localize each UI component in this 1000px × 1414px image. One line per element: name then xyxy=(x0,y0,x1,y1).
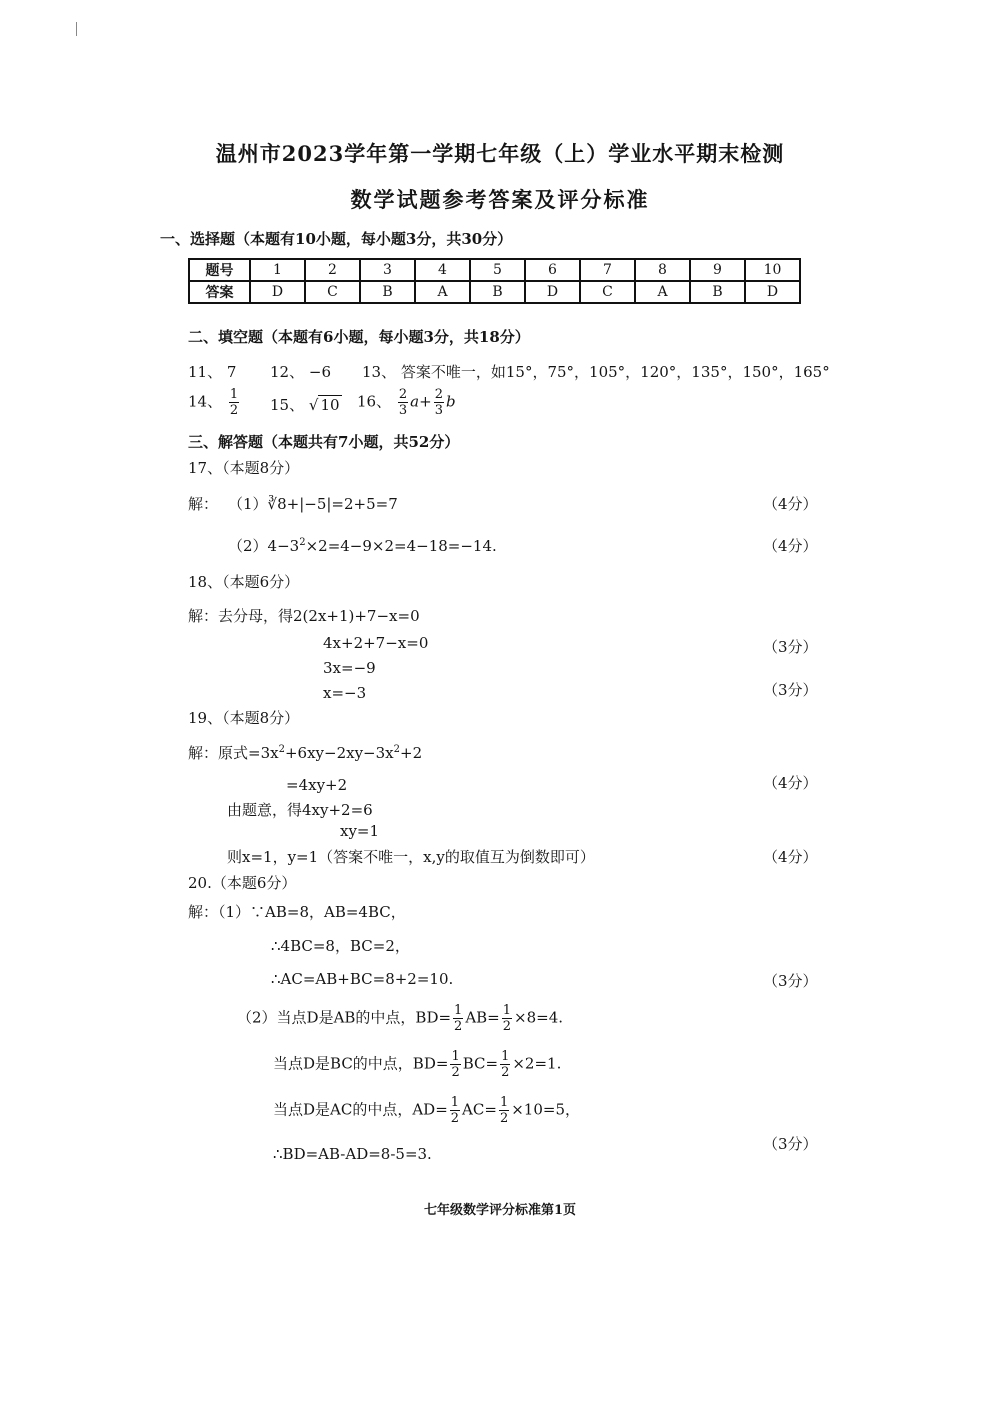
q20-line5 xyxy=(273,1050,561,1079)
q19-line4: xy=1 xyxy=(340,822,380,840)
q18-score4: （3分） xyxy=(763,681,818,699)
q16-denominator-2: 3 xyxy=(434,403,443,418)
page-title: 温州市2023学年第一学期七年级（上）学业水平期末检测 xyxy=(215,141,785,166)
q20-label: 20.（本题6分） xyxy=(188,874,297,892)
fill-q14 xyxy=(188,388,241,417)
q16-numerator-1: 2 xyxy=(398,387,408,402)
q12-label: 12、 xyxy=(270,363,305,381)
q15-label: 15、 xyxy=(270,396,305,414)
table-cell: 6 xyxy=(525,259,580,281)
table-cell: 4 xyxy=(415,259,470,281)
half-denominator: 2 xyxy=(451,1065,460,1080)
q16-fraction-2 xyxy=(434,388,444,417)
table-cell: 7 xyxy=(580,259,635,281)
q20-line1: 解：（1）∵AB=8，AB=4BC， xyxy=(188,903,406,921)
table-cell: 5 xyxy=(470,259,525,281)
section3-heading: 三、解答题（本题共有7小题，共52分） xyxy=(188,433,460,451)
table-cell: 10 xyxy=(745,259,800,281)
q20-line3: ∴AC=AB+BC=8+2=10. xyxy=(271,970,454,988)
half-numerator: 1 xyxy=(501,1049,510,1064)
half-fraction xyxy=(500,1050,510,1079)
row-label-number: 题号 xyxy=(189,259,250,281)
q19-line1-exponent-2: 2 xyxy=(393,744,400,755)
q17-score1: （4分） xyxy=(763,495,818,513)
q13-value: 答案不唯一，如15°，75°，105°，120°，135°，150°，165° xyxy=(400,363,830,381)
q19-line1 xyxy=(188,742,422,763)
q19-line1-mid: +6xy−2xy−3x xyxy=(284,744,394,762)
q18-line3: 3x=−9 xyxy=(323,659,376,677)
q20-line5-mid: BC= xyxy=(462,1054,499,1073)
half-fraction xyxy=(450,1050,460,1079)
q20-line7: ∴BD=AB-AD=8-5=3. xyxy=(273,1145,432,1163)
q19-line2: =4xy+2 xyxy=(286,776,348,794)
table-cell: D xyxy=(525,281,580,303)
fill-q12 xyxy=(270,361,331,382)
q17-part1: （1）∛8+|−5|=2+5=7 xyxy=(228,495,398,513)
q20-line4-mid: AB= xyxy=(465,1008,500,1027)
q11-label: 11、 xyxy=(188,363,223,381)
row-label-answer: 答案 xyxy=(189,281,250,303)
table-cell: C xyxy=(305,281,360,303)
half-numerator: 1 xyxy=(451,1049,460,1064)
q20-line6-pre: 当点D是AC的中点，AD= xyxy=(273,1100,448,1119)
page-subtitle: 数学试题参考答案及评分标准 xyxy=(350,187,650,212)
table-cell: 2 xyxy=(305,259,360,281)
table-row-numbers xyxy=(189,259,800,281)
q17-label: 17、（本题8分） xyxy=(188,459,300,477)
q16-var-a: a xyxy=(410,392,420,411)
q15-radicand: 10 xyxy=(320,396,340,414)
q20-line6-post: ×10=5， xyxy=(511,1100,580,1119)
q20-line4 xyxy=(237,1004,563,1033)
half-fraction xyxy=(453,1004,463,1033)
table-cell: C xyxy=(580,281,635,303)
q12-value: −6 xyxy=(308,363,331,381)
q17-part2-exponent: 2 xyxy=(299,537,306,548)
q19-line1-pre: 解：原式=3x xyxy=(188,744,279,762)
q16-var-b: b xyxy=(445,392,456,411)
q20-line6 xyxy=(273,1096,580,1125)
table-cell: A xyxy=(635,281,690,303)
q17-part2-post: ×2=4−9×2=4−18=−14. xyxy=(305,537,497,555)
q14-denominator: 2 xyxy=(229,403,239,418)
table-cell: 8 xyxy=(635,259,690,281)
fill-q13 xyxy=(362,361,830,382)
q13-label: 13、 xyxy=(362,363,397,381)
q18-line4: x=−3 xyxy=(323,684,367,702)
q18-line2: 4x+2+7−x=0 xyxy=(323,634,429,652)
half-numerator: 1 xyxy=(502,1003,512,1018)
q17-score2: （4分） xyxy=(763,537,818,555)
table-cell: B xyxy=(360,281,415,303)
q11-value: 7 xyxy=(226,363,237,381)
q20-line6-mid: AC= xyxy=(462,1100,497,1119)
q20-line2: ∴4BC=8，BC=2， xyxy=(271,937,410,955)
q17-part2 xyxy=(228,535,497,556)
q19-line5: 则x=1，y=1（答案不唯一，x,y的取值互为倒数即可） xyxy=(227,848,595,866)
q19-line1-exponent-1: 2 xyxy=(278,744,285,755)
q17-part2-pre: （2）4−3 xyxy=(228,537,300,555)
half-numerator: 1 xyxy=(499,1095,509,1110)
section1-heading: 一、选择题（本题有10小题，每小题3分，共30分） xyxy=(160,230,513,248)
q19-score2: （4分） xyxy=(763,774,818,792)
q16-plus: + xyxy=(419,392,432,411)
q20-score7: （3分） xyxy=(763,1135,818,1153)
q14-fraction xyxy=(229,388,239,417)
half-fraction xyxy=(499,1096,509,1125)
q20-line5-pre: 当点D是BC的中点，BD= xyxy=(273,1054,449,1073)
q19-label: 19、（本题8分） xyxy=(188,709,300,727)
choice-answer-table xyxy=(188,258,801,304)
table-row-answers xyxy=(189,281,800,303)
q18-line1: 解：去分母，得2(2x+1)+7−x=0 xyxy=(188,607,420,625)
half-denominator: 2 xyxy=(450,1111,460,1126)
fill-q15 xyxy=(270,394,342,415)
q20-line4-post: ×8=4. xyxy=(514,1008,564,1027)
half-denominator: 2 xyxy=(454,1019,463,1034)
fill-q16 xyxy=(357,388,456,417)
q14-numerator: 1 xyxy=(229,387,239,402)
table-cell: D xyxy=(250,281,305,303)
half-fraction xyxy=(450,1096,460,1125)
q15-root-symbol: √ xyxy=(308,396,319,414)
page-footer: 七年级数学评分标准第1页 xyxy=(423,1203,577,1218)
half-denominator: 2 xyxy=(502,1019,512,1034)
q17-intro: 解： xyxy=(188,495,219,513)
table-cell: 1 xyxy=(250,259,305,281)
q16-label: 16、 xyxy=(357,392,392,411)
half-numerator: 1 xyxy=(450,1095,460,1110)
q18-score2: （3分） xyxy=(763,638,818,656)
q20-line4-pre: （2）当点D是AB的中点，BD= xyxy=(237,1008,452,1027)
section2-heading: 二、填空题（本题有6小题，每小题3分，共18分） xyxy=(188,328,530,346)
table-cell: B xyxy=(690,281,745,303)
half-denominator: 2 xyxy=(501,1065,510,1080)
half-denominator: 2 xyxy=(499,1111,509,1126)
q20-score3: （3分） xyxy=(763,972,818,990)
q19-line1-post: +2 xyxy=(400,744,423,762)
q18-label: 18、（本题6分） xyxy=(188,573,300,591)
half-fraction xyxy=(502,1004,512,1033)
q19-line3: 由题意，得4xy+2=6 xyxy=(227,801,373,819)
fill-q11 xyxy=(188,361,236,382)
table-cell: 3 xyxy=(360,259,415,281)
table-cell: 9 xyxy=(690,259,745,281)
q16-numerator-2: 2 xyxy=(434,387,443,402)
scan-mark xyxy=(76,22,77,36)
half-numerator: 1 xyxy=(454,1003,463,1018)
q19-score5: （4分） xyxy=(763,848,818,866)
q16-fraction-1 xyxy=(398,388,408,417)
q16-denominator-1: 3 xyxy=(398,403,408,418)
q20-line5-post: ×2=1. xyxy=(512,1054,562,1073)
table-cell: D xyxy=(745,281,800,303)
q14-label: 14、 xyxy=(188,392,223,411)
table-cell: B xyxy=(470,281,525,303)
table-cell: A xyxy=(415,281,470,303)
